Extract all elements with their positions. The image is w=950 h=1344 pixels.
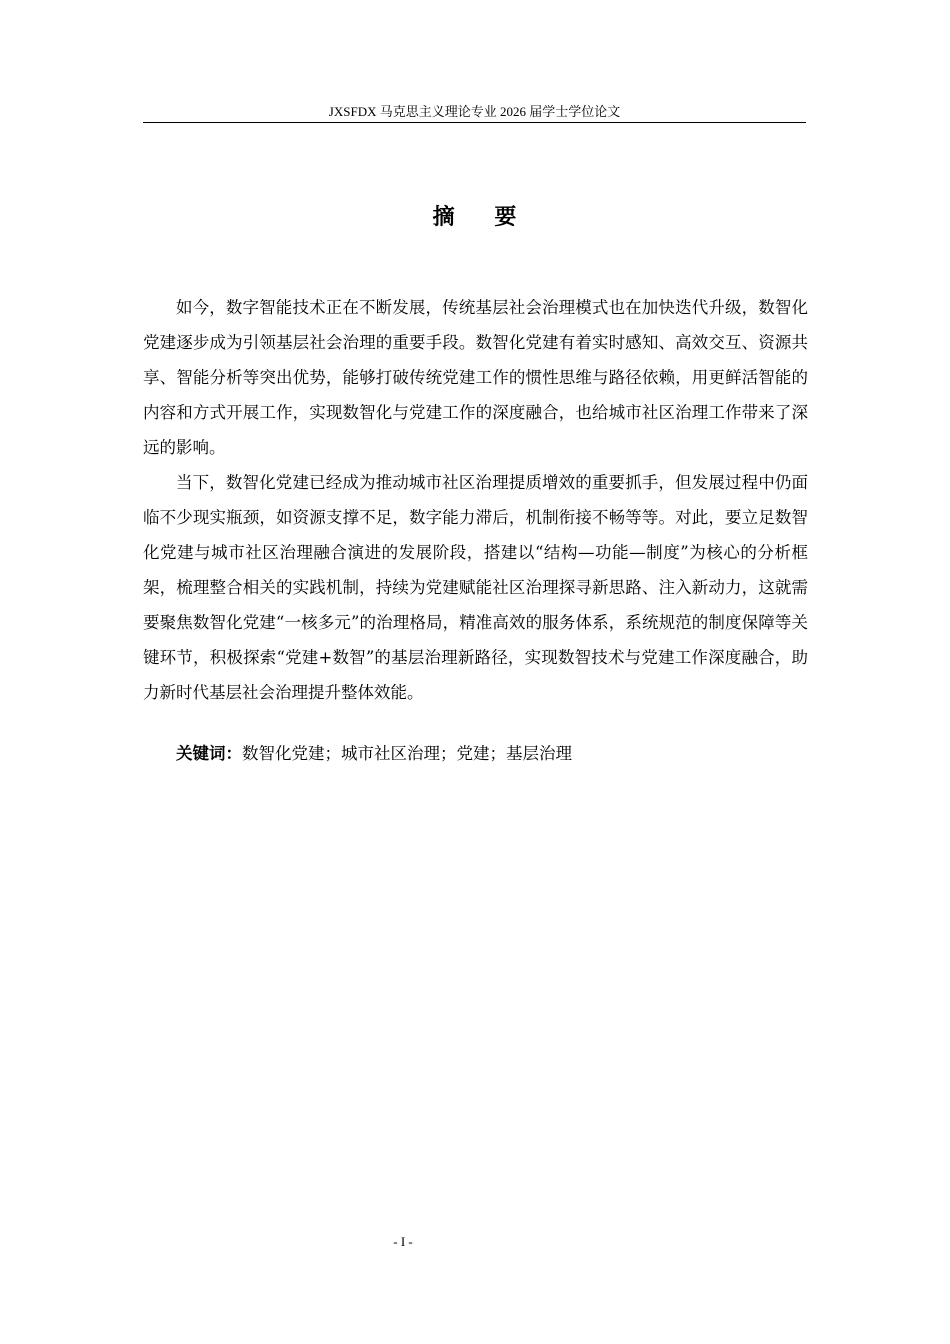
abstract-title: 摘 要	[432, 205, 533, 230]
abstract-body	[143, 290, 808, 710]
header-divider	[143, 122, 806, 123]
running-header: JXSFDX 马克思主义理论专业 2026 届学士学位论文	[328, 104, 621, 119]
page-number: - I -	[393, 1234, 413, 1249]
abstract-paragraph-1: 如今，数字智能技术正在不断发展，传统基层社会治理模式也在加快迭代升级，数智化党建逐步成为引领基层社会治理的重要手段。数智化党建有着实时感知、高效交互、资源共享、智能分析等突出优势，能够打破传统党建工作的惯性思维与路径依赖，用更鲜活智能的内容和方式开展工作，实现数智化与党建工作的深度融合，也给城市社区治理工作带来了深远的影响。	[143, 298, 808, 457]
abstract-paragraph-2: 当下，数智化党建已经成为推动城市社区治理提质增效的重要抓手，但发展过程中仍面临不少现实瓶颈，如资源支撑不足，数字能力滞后，机制衔接不畅等等。对此，要立足数智化党建与城市社区治理融合演进的发展阶段，搭建以“结构—功能—制度”为核心的分析框架，梳理整合相关的实践机制，持续为党建赋能社区治理探寻新思路、注入新动力，这就需要聚焦数智化党建“一核多元”的治理格局，精准高效的服务体系，系统规范的制度保障等关键环节，积极探索“党建+数智”的基层治理新路径，实现数智技术与党建工作深度融合，助力新时代基层社会治理提升整体效能。	[143, 473, 808, 702]
keywords-value: 数智化党建；城市社区治理；党建；基层治理	[242, 744, 572, 763]
keywords-label: 关键词：	[176, 744, 242, 763]
keywords-line	[143, 738, 808, 770]
